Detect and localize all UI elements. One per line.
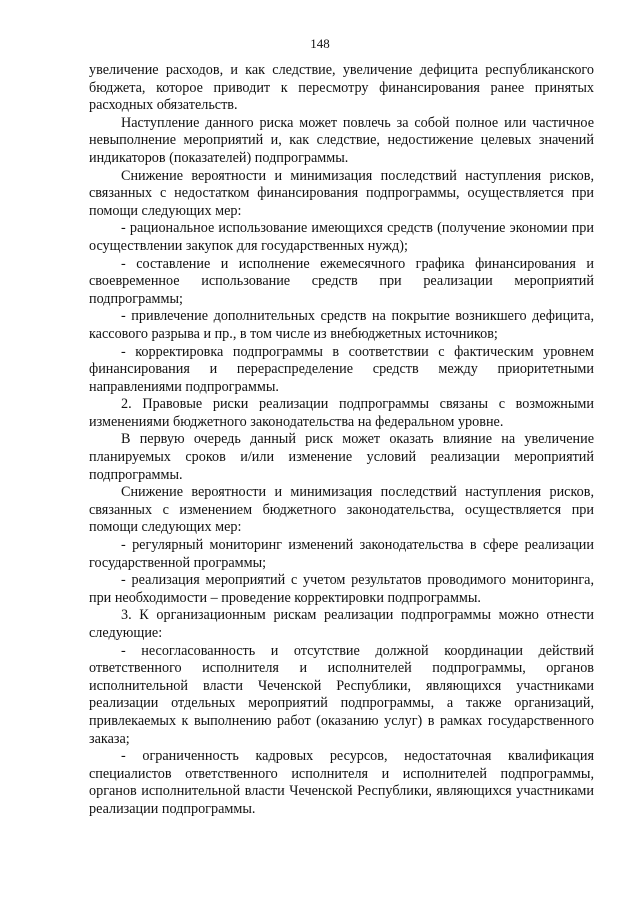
list-item: - реализация мероприятий с учетом результатов проводимого мониторинга, при необходимости – проведение корректировки подпрограммы. <box>89 572 594 606</box>
paragraph: 2. Правовые риски реализации подпрограммы связаны с возможными изменениями бюджетного законодательства на федеральном уровне. <box>89 396 594 430</box>
list-item: - составление и исполнение ежемесячного графика финансирования и своевременное использование средств при реализации мероприятий подпрограммы; <box>89 255 594 307</box>
paragraph: Снижение вероятности и минимизация последствий наступления рисков, связанных с изменением бюджетного законодательства, осуществляется при помощи следующих мер: <box>89 484 594 536</box>
page-number: 148 <box>310 36 330 51</box>
list-item: - несогласованность и отсутствие должной координации действий ответственного исполнителя и исполнителей подпрограммы, органов исполнительной власти Чеченской Республики, являющихся участниками реализации отдельных мероприятий подпрограммы, а также организаций, привлекаемых к выполнению работ (оказанию услуг) в рамках государственного заказа; <box>89 642 594 747</box>
page-body <box>89 62 594 819</box>
list-item: - рациональное использование имеющихся средств (получение экономии при осуществлении закупок для государственных нужд); <box>89 220 594 254</box>
list-item: - регулярный мониторинг изменений законодательства в сфере реализации государственной программы; <box>89 537 594 571</box>
list-item: - ограниченность кадровых ресурсов, недостаточная квалификация специалистов ответственного исполнителя и исполнителей подпрограммы, органов исполнительной власти Чеченской Республики, являющихся участниками реализации подпрограммы. <box>89 748 594 817</box>
paragraph: 3. К организационным рискам реализации подпрограммы можно отнести следующие: <box>89 607 594 641</box>
paragraph: Наступление данного риска может повлечь за собой полное или частичное невыполнение мероприятий и, как следствие, недостижение целевых значений индикаторов (показателей) подпрограммы. <box>89 114 594 166</box>
list-item: - корректировка подпрограммы в соответствии с фактическим уровнем финансирования и перераспределение средств между приоритетными направлениями подпрограммы. <box>89 343 594 395</box>
list-item: - привлечение дополнительных средств на покрытие возникшего дефицита, кассового разрыва и пр., в том числе из внебюджетных источников; <box>89 308 594 342</box>
paragraph: Снижение вероятности и минимизация последствий наступления рисков, связанных с недостатком финансирования подпрограммы, осуществляется при помощи следующих мер: <box>89 167 594 219</box>
paragraph: увеличение расходов, и как следствие, увеличение дефицита республиканского бюджета, которое приводит к пересмотру финансирования ранее принятых расходных обязательств. <box>89 62 594 114</box>
paragraph: В первую очередь данный риск может оказать влияние на увеличение планируемых сроков и/или изменение условий реализации мероприятий подпрограммы. <box>89 431 594 483</box>
